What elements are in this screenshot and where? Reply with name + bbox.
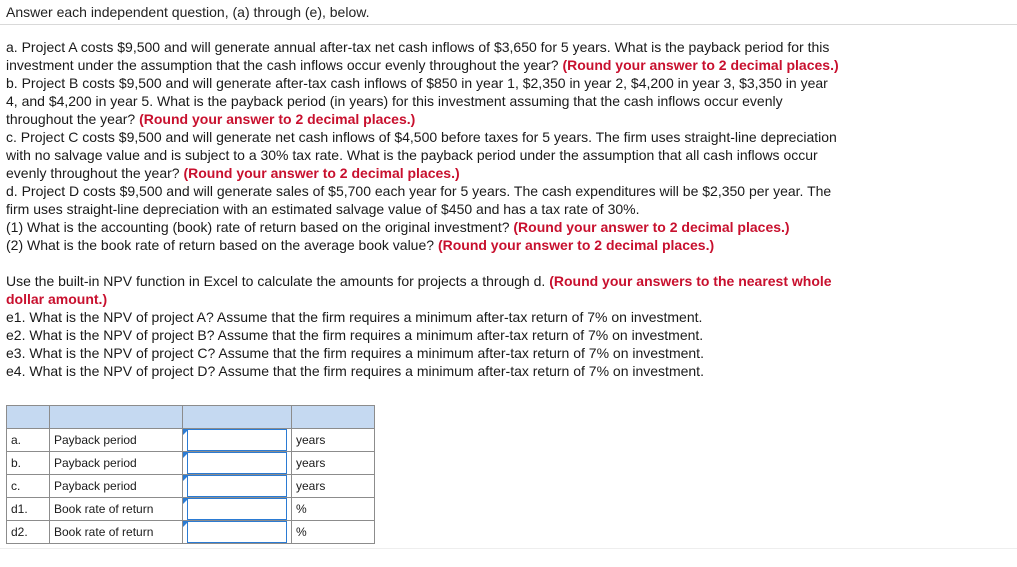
question-text: with no salvage value and is subject to a 30% tax rate. What is the payback period under the assumption that all cash inflows occur: [6, 147, 818, 163]
question-text: e1. What is the NPV of project A? Assume that the firm requires a minimum after-tax return of 7% on investment.: [6, 309, 703, 325]
answer-table-header-row: [7, 406, 375, 429]
questions-block-1: [6, 38, 1006, 254]
footer-divider: [0, 548, 1017, 549]
answer-input-cell: [183, 475, 292, 498]
input-flag-icon: [183, 475, 189, 481]
row-unit: years: [292, 452, 375, 475]
answer-table: [6, 405, 375, 544]
question-text: e4. What is the NPV of project D? Assume that the firm requires a minimum after-tax return of 7% on investment.: [6, 363, 704, 379]
row-unit: %: [292, 521, 375, 544]
question-text: evenly throughout the year?: [6, 165, 184, 181]
question-text: firm uses straight-line depreciation with an estimated salvage value of $450 and has a tax rate of 30%.: [6, 201, 640, 217]
rounding-instruction: (Round your answer to 2 decimal places.): [437, 237, 715, 253]
question-line: [6, 92, 1006, 110]
rounding-instruction: (Round your answer to 2 decimal places.): [183, 165, 460, 181]
answer-input-cell: [183, 429, 292, 452]
answer-row-d2: [7, 521, 375, 544]
header-cell-unit: [292, 406, 375, 429]
question-text: 4, and $4,200 in year 5. What is the payback period (in years) for this investment assuming that the cash inflows occur evenly: [6, 93, 783, 109]
header-cell-id: [7, 406, 50, 429]
rounding-instruction: (Round your answer to 2 decimal places.): [139, 111, 416, 127]
question-text: e3. What is the NPV of project C? Assume that the firm requires a minimum after-tax return of 7% on investment.: [6, 345, 704, 361]
question-line: [6, 56, 1006, 74]
question-text: b. Project B costs $9,500 and will generate after-tax cash inflows of $850 in year 1, $2,350 in year 2, $4,200 in year 3, $3,350 in year: [6, 75, 828, 91]
header-cell-label: [50, 406, 183, 429]
row-id: b.: [7, 452, 50, 475]
row-id: a.: [7, 429, 50, 452]
npv-question-line: [6, 326, 1006, 344]
question-line: [6, 128, 1006, 146]
question-text: throughout the year?: [6, 111, 140, 127]
answer-input-cell: [183, 521, 292, 544]
question-text: c. Project C costs $9,500 and will generate net cash inflows of $4,500 before taxes for 5 years. The firm uses straight-line depreciation: [6, 129, 837, 145]
rounding-instruction: (Round your answer to 2 decimal places.): [513, 219, 790, 235]
row-label: Payback period: [50, 452, 183, 475]
answer-row-c: [7, 475, 375, 498]
row-id: d1.: [7, 498, 50, 521]
row-label: Payback period: [50, 475, 183, 498]
question-line: [6, 182, 1006, 200]
question-text: d. Project D costs $9,500 and will generate sales of $5,700 each year for 5 years. The cash expenditures will be $2,350 per year. The: [6, 183, 832, 199]
question-line: [6, 38, 1006, 56]
question-line: [6, 164, 1006, 182]
answer-row-a: [7, 429, 375, 452]
answer-row-b: [7, 452, 375, 475]
question-text: a. Project A costs $9,500 and will generate annual after-tax net cash inflows of $3,650 for 5 years. What is the payback period for this: [6, 39, 830, 55]
npv-question-line: [6, 272, 1006, 290]
row-unit: %: [292, 498, 375, 521]
answer-input[interactable]: [187, 475, 287, 497]
row-label: Book rate of return: [50, 521, 183, 544]
question-text: e2. What is the NPV of project B? Assume that the firm requires a minimum after-tax return of 7% on investment.: [6, 327, 704, 343]
answer-input[interactable]: [187, 498, 287, 520]
input-flag-icon: [183, 498, 189, 504]
question-line: [6, 74, 1006, 92]
input-flag-icon: [183, 429, 189, 435]
header-cell-input: [183, 406, 292, 429]
answer-input-cell: [183, 452, 292, 475]
rounding-instruction: dollar amount.): [6, 291, 108, 307]
npv-question-line: [6, 362, 1006, 380]
questions-block-2: [6, 272, 1006, 380]
npv-question-line: [6, 344, 1006, 362]
npv-question-line: [6, 290, 1006, 308]
npv-question-line: [6, 308, 1006, 326]
answer-input[interactable]: [187, 521, 287, 543]
row-unit: years: [292, 429, 375, 452]
question-line: [6, 236, 1006, 254]
question-line: [6, 110, 1006, 128]
input-flag-icon: [183, 521, 189, 527]
row-id: c.: [7, 475, 50, 498]
rounding-instruction: (Round your answer to 2 decimal places.): [562, 57, 839, 73]
question-line: [6, 200, 1006, 218]
answer-row-d1: [7, 498, 375, 521]
rounding-instruction: (Round your answers to the nearest whole: [549, 273, 832, 289]
input-flag-icon: [183, 452, 189, 458]
row-label: Book rate of return: [50, 498, 183, 521]
row-unit: years: [292, 475, 375, 498]
question-text: investment under the assumption that the cash inflows occur evenly throughout the year?: [6, 57, 563, 73]
row-label: Payback period: [50, 429, 183, 452]
header-bar: [0, 0, 1017, 25]
question-text: Use the built-in NPV function in Excel to calculate the amounts for projects a through d.: [6, 273, 550, 289]
row-id: d2.: [7, 521, 50, 544]
question-text: (2) What is the book rate of return based on the average book value?: [6, 237, 438, 253]
question-line: [6, 146, 1006, 164]
question-text: (1) What is the accounting (book) rate of return based on the original investment?: [6, 219, 514, 235]
answer-input[interactable]: [187, 429, 287, 451]
page-title: Answer each independent question, (a) through (e), below.: [6, 4, 370, 20]
answer-input-cell: [183, 498, 292, 521]
question-line: [6, 218, 1006, 236]
answer-input[interactable]: [187, 452, 287, 474]
